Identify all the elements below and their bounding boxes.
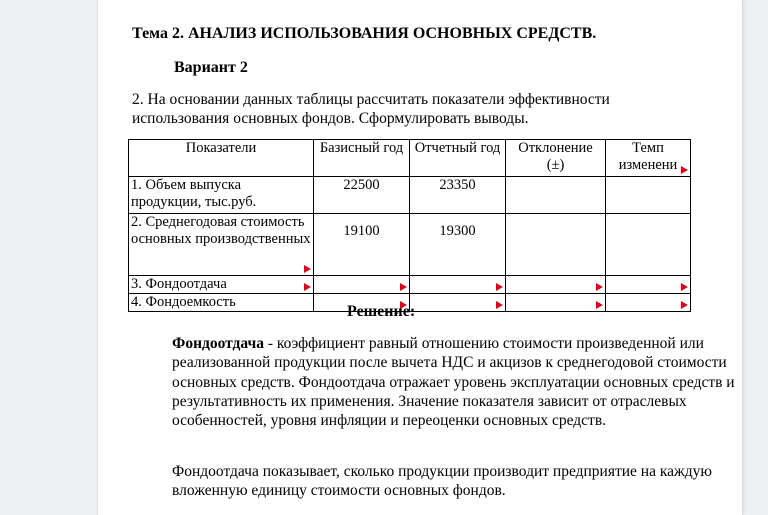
document-title: Тема 2. АНАЛИЗ ИСПОЛЬЗОВАНИЯ ОСНОВНЫХ СРЕДСТВ. [132, 25, 597, 42]
base-value: 19100 [314, 214, 410, 276]
row-label: 4. Фондоемкость [129, 294, 314, 312]
report-value: 19300 [410, 214, 506, 276]
overflow-marker-icon [681, 301, 688, 309]
overflow-marker-icon [596, 301, 603, 309]
rate-cell [606, 276, 691, 294]
overflow-marker-icon [400, 283, 407, 291]
base-value: 22500 [314, 177, 410, 214]
task-text: 2. На основании данных таблицы рассчитать показатели эффективности использования основных фондов. Сформулировать выводы. [132, 91, 610, 127]
overflow-marker-icon [596, 283, 603, 291]
header-indicators: Показатели [129, 140, 314, 177]
overflow-marker-icon [681, 166, 688, 174]
table-header-row [129, 140, 691, 177]
indicators-table [128, 139, 691, 312]
row-label: 1. Объем выпуска продукции, тыс.руб. [129, 177, 314, 214]
header-report-year: Отчетный год [410, 140, 506, 177]
header-rate-of-change: Темп изменени [606, 140, 691, 177]
report-value [410, 294, 506, 312]
document-page [98, 0, 742, 515]
deviation-cell [506, 177, 606, 214]
explanation-paragraph: Фондоотдача показывает, сколько продукции производит предприятие на каждую вложенную единицу стоимости основных фондов. [172, 463, 712, 500]
report-value: 23350 [410, 177, 506, 214]
table-row [129, 276, 691, 294]
deviation-cell [506, 276, 606, 294]
overflow-marker-icon [496, 283, 503, 291]
overflow-marker-icon [304, 283, 311, 291]
solution-heading: Решение: [347, 303, 416, 320]
deviation-cell [506, 214, 606, 276]
base-value [314, 276, 410, 294]
table-row [129, 214, 691, 276]
deviation-cell [506, 294, 606, 312]
header-deviation: Отклонение (±) [506, 140, 606, 177]
rate-cell [606, 177, 691, 214]
overflow-marker-icon [681, 283, 688, 291]
definition-paragraph [130, 334, 742, 430]
rate-cell [606, 214, 691, 276]
overflow-marker-icon [496, 301, 503, 309]
overflow-marker-icon [304, 265, 311, 273]
row-label-cell: 3. Фондоотдача [129, 276, 314, 294]
term-label: Фондоотдача [172, 335, 265, 352]
variant-heading: Вариант 2 [174, 59, 248, 76]
definition-text: - коэффициент равный отношению стоимости произведенной или реализованной продукции после вычета НДС и акцизов к среднегодовой стоимости основных средств. Фондоотдача отражает уровень эксплуатации основных средств и результативность их применения. Значение показателя зависит от отраслевых особенностей, уровня инфляции и переоценки основных средств. [172, 335, 735, 430]
report-value [410, 276, 506, 294]
rate-cell [606, 294, 691, 312]
row-label-cell: 2. Среднегодовая стоимость основных производственных [129, 214, 314, 276]
table-row [129, 177, 691, 214]
header-base-year: Базисный год [314, 140, 410, 177]
